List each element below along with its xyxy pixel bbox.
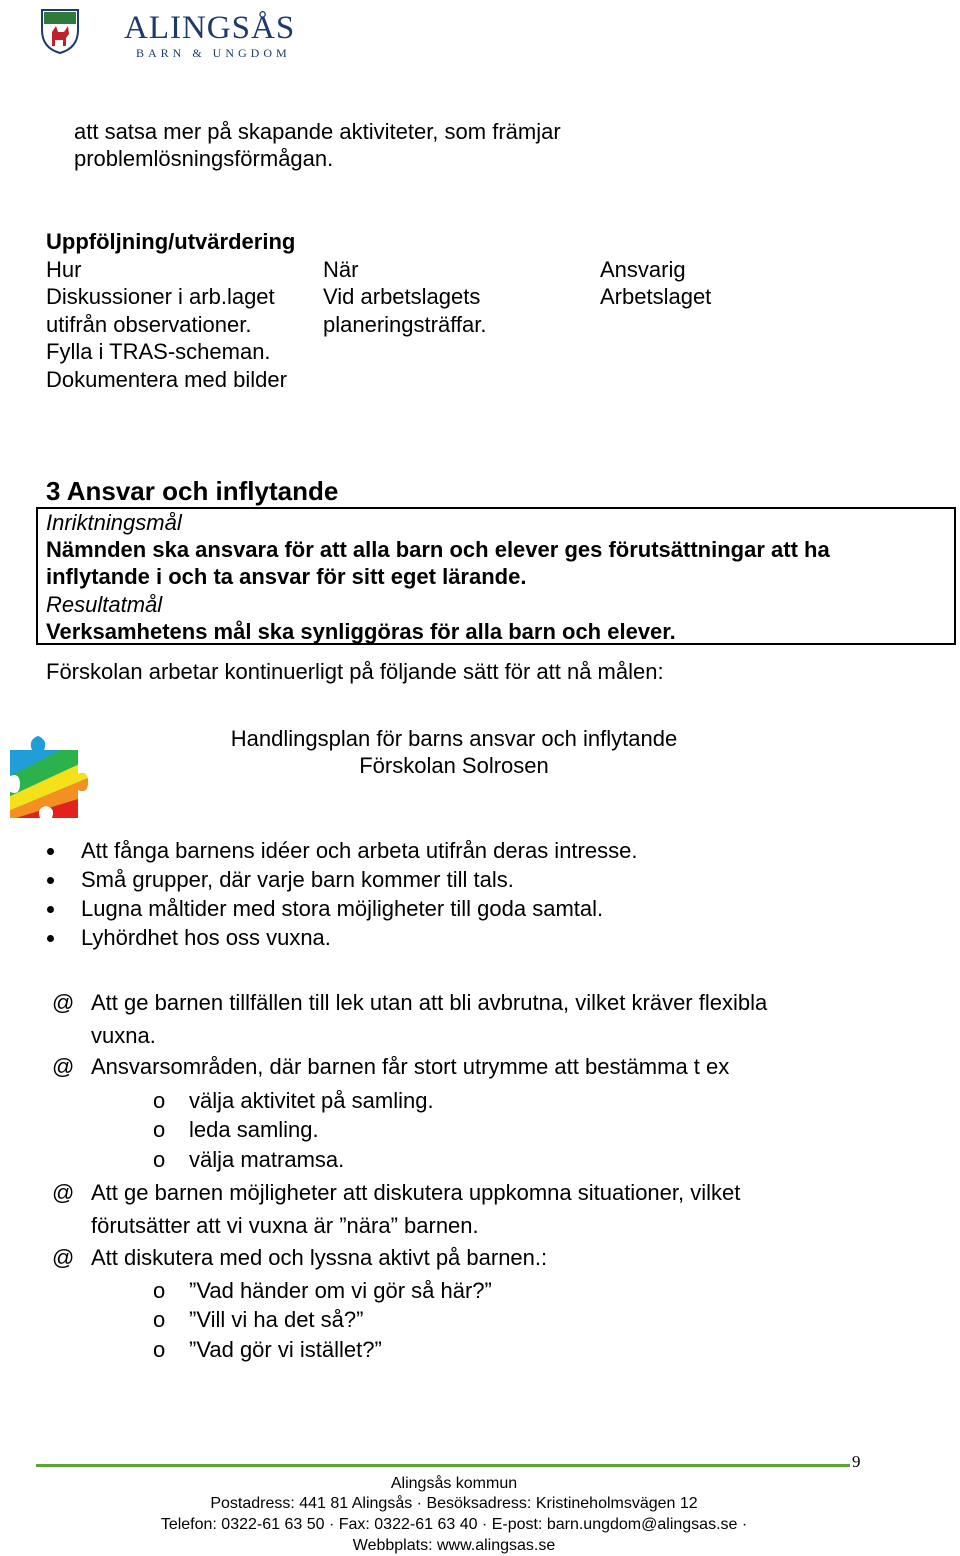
sub-item: leda samling. <box>189 1117 319 1142</box>
intro-line: att satsa mer på skapande aktiviteter, som främjar <box>74 119 561 144</box>
at-item-line: Att ge barnen tillfällen till lek utan att bli avbrutna, vilket kräver flexibla <box>91 990 768 1015</box>
at-marker: @ <box>52 1180 75 1205</box>
result-label: Resultatmål <box>46 592 163 617</box>
section-lead: Förskolan arbetar kontinuerligt på följande sätt för att nå målen: <box>46 659 664 684</box>
sub-marker: o <box>153 1088 166 1113</box>
bullet-item: Lyhördhet hos oss vuxna. <box>81 925 331 950</box>
page-number: 9 <box>852 1452 861 1471</box>
at-marker: @ <box>52 1054 75 1079</box>
at-item-line: Att diskutera med och lyssna aktivt på barnen.: <box>91 1245 548 1270</box>
followup-hur-line: Dokumentera med bilder <box>46 367 287 392</box>
followup-col-ansvarig: Ansvarig <box>600 257 686 282</box>
goal-text-line: Nämnden ska ansvara för att alla barn och elever ges förutsättningar att ha <box>46 537 830 562</box>
sub-marker: o <box>153 1278 166 1303</box>
followup-col-nar: När <box>323 257 359 282</box>
sub-marker: o <box>153 1337 166 1362</box>
bullet-dot <box>47 906 54 913</box>
sub-marker: o <box>153 1147 166 1172</box>
footer-line: Telefon: 0322-61 63 50 · Fax: 0322-61 63 40 · E-post: barn.ungdom@alingsas.se · <box>160 1516 748 1533</box>
at-marker: @ <box>52 1245 75 1270</box>
followup-heading: Uppföljning/utvärdering <box>46 229 296 254</box>
at-item-line: Ansvarsområden, där barnen får stort utrymme att bestämma t ex <box>91 1054 730 1079</box>
result-text: Verksamhetens mål ska synliggöras för alla barn och elever. <box>46 619 676 644</box>
bullet-dot <box>47 848 54 855</box>
plan-subtitle: Förskolan Solrosen <box>359 753 549 778</box>
sub-item: ”Vill vi ha det så?” <box>189 1307 364 1332</box>
followup-ansvarig-line: Arbetslaget <box>600 284 712 309</box>
sub-marker: o <box>153 1307 166 1332</box>
followup-hur-line: utifrån observationer. <box>46 312 252 337</box>
logo-wordmark: ALINGSÅS <box>124 10 296 46</box>
goal-label: Inriktningsmål <box>46 510 182 535</box>
alingsas-logo <box>40 6 296 60</box>
footer-line: Alingsås kommun <box>390 1475 518 1492</box>
bullet-dot <box>47 935 54 942</box>
footer-line: Postadress: 441 81 Alingsås · Besöksadress: Kristineholmsvägen 12 <box>210 1495 698 1512</box>
followup-nar-line: planeringsträffar. <box>323 312 487 337</box>
sub-item: välja matramsa. <box>189 1147 345 1172</box>
at-item-line: förutsätter att vi vuxna är ”nära” barnen. <box>91 1213 479 1238</box>
sub-item: ”Vad händer om vi gör så här?” <box>189 1278 492 1303</box>
followup-col-hur: Hur <box>46 257 82 282</box>
footer-line: Webbplats: www.alingsas.se <box>352 1537 556 1554</box>
sub-item: ”Vad gör vi istället?” <box>189 1337 382 1362</box>
at-item-line: vuxna. <box>91 1023 156 1048</box>
goal-text-line: inflytande i och ta ansvar för sitt eget lärande. <box>46 564 527 589</box>
section-heading: 3 Ansvar och inflytande <box>46 476 339 506</box>
footer-rule <box>36 1464 850 1467</box>
coat-of-arms-icon <box>40 8 80 54</box>
plan-title: Handlingsplan för barns ansvar och inflytande <box>230 726 678 751</box>
followup-nar-line: Vid arbetslagets <box>323 284 481 309</box>
at-marker: @ <box>52 990 75 1015</box>
bullet-dot <box>47 877 54 884</box>
followup-hur-line: Fylla i TRAS-scheman. <box>46 339 271 364</box>
bullet-item: Lugna måltider med stora möjligheter till goda samtal. <box>81 896 604 921</box>
sub-item: välja aktivitet på samling. <box>189 1088 434 1113</box>
logo-subtitle: BARN & UNGDOM <box>136 46 291 60</box>
sub-marker: o <box>153 1117 166 1142</box>
bullet-item: Små grupper, där varje barn kommer till tals. <box>81 867 514 892</box>
bullet-item: Att fånga barnens idéer och arbeta utifrån deras intresse. <box>81 838 638 863</box>
at-item-line: Att ge barnen möjligheter att diskutera uppkomna situationer, vilket <box>91 1180 741 1205</box>
intro-line: problemlösningsförmågan. <box>74 146 334 171</box>
followup-hur-line: Diskussioner i arb.laget <box>46 284 275 309</box>
